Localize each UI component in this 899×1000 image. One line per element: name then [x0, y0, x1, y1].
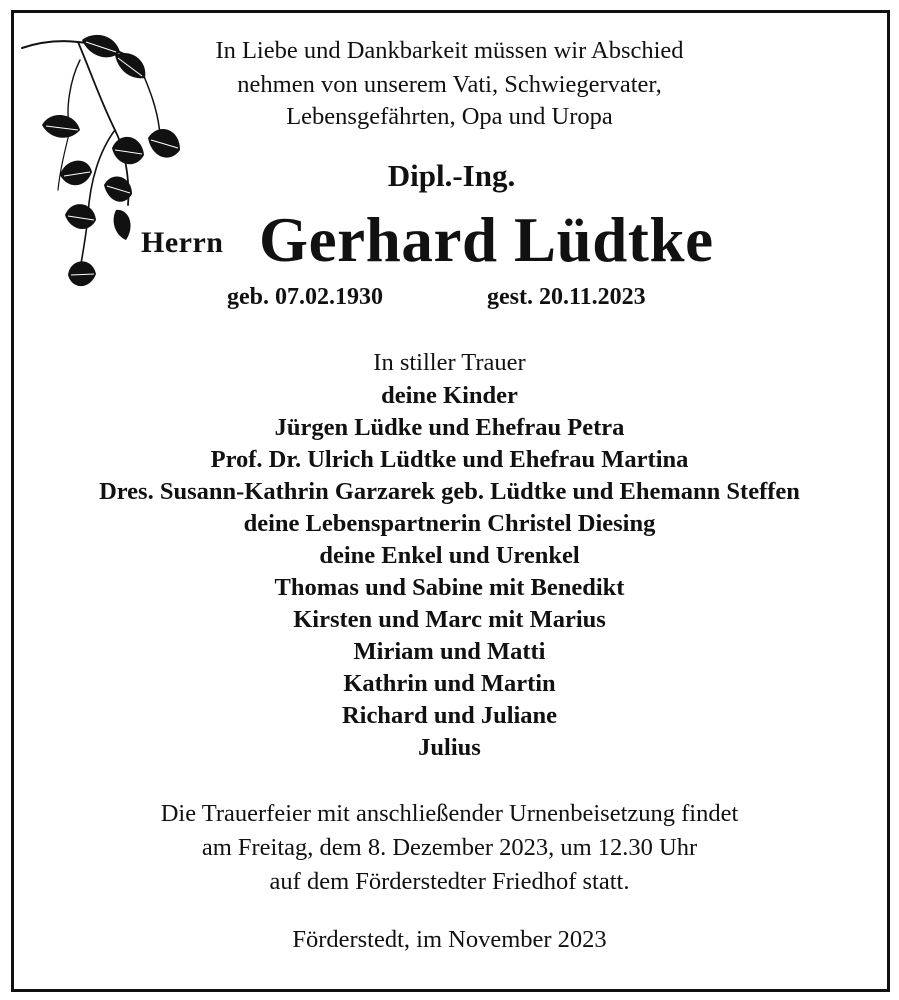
salutation: Herrn — [141, 226, 224, 259]
intro-line-3: Lebensgefährten, Opa und Uropa — [286, 103, 613, 130]
mourner-line: Thomas und Sabine mit Benedikt — [274, 574, 625, 601]
mourner-line: Jürgen Lüdke und Ehefrau Petra — [274, 414, 625, 441]
mourner-line: Julius — [418, 734, 481, 761]
mourner-line: Kathrin und Martin — [343, 670, 556, 697]
ceremony-line-2: am Freitag, dem 8. Dezember 2023, um 12.30 Uhr — [201, 834, 698, 861]
name-row — [0, 204, 899, 274]
deceased-name: Gerhard Lüdtke — [259, 205, 714, 275]
birth-date: geb. 07.02.1930 — [227, 284, 383, 310]
mourners-list — [0, 380, 899, 764]
mourner-line: deine Lebenspartnerin Christel Diesing — [243, 510, 656, 537]
mourner-line: Kirsten und Marc mit Marius — [293, 606, 606, 633]
mourner-line: deine Enkel und Urenkel — [319, 542, 580, 569]
ceremony-line-1: Die Trauerfeier mit anschließender Urnenbeisetzung findet — [160, 800, 739, 827]
death-date: gest. 20.11.2023 — [487, 284, 646, 310]
intro-line-1: In Liebe und Dankbarkeit müssen wir Abschied — [215, 37, 684, 64]
intro-line-2: nehmen von unserem Vati, Schwiegervater, — [237, 71, 662, 98]
mourning-intro: In stiller Trauer — [373, 349, 526, 376]
ceremony-line-3: auf dem Förderstedter Friedhof statt. — [269, 868, 630, 895]
mourner-line: Richard und Juliane — [341, 702, 558, 729]
academic-title: Dipl.-Ing. — [387, 158, 516, 193]
mourner-line: Miriam und Matti — [353, 638, 546, 665]
place-and-date: Förderstedt, im November 2023 — [292, 926, 607, 953]
mourner-line: Dres. Susann-Kathrin Garzarek geb. Lüdtke und Ehemann Steffen — [99, 478, 800, 505]
mourner-line: Prof. Dr. Ulrich Lüdtke und Ehefrau Martina — [210, 446, 689, 473]
life-dates — [0, 284, 899, 314]
mourner-line: deine Kinder — [381, 382, 518, 409]
ceremony-info — [0, 797, 899, 899]
